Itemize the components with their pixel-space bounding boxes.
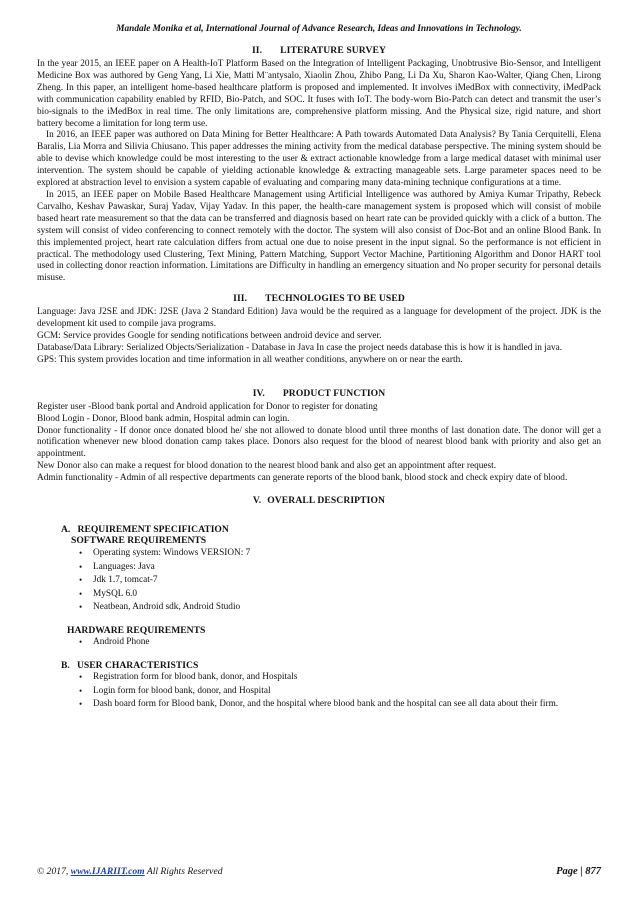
list-item: • Android Phone — [37, 636, 601, 650]
software-requirements-heading: SOFTWARE REQUIREMENTS — [71, 535, 207, 547]
journal-link[interactable]: www.IJARIIT.com — [70, 866, 145, 877]
page-number: Page | 877 — [556, 866, 601, 877]
user-characteristics-list — [37, 671, 601, 710]
list-item: • Neatbean, Android sdk, Android Studio — [37, 601, 601, 615]
paragraph: Blood Login - Donor, Blood bank admin, Hospital admin can login. — [37, 413, 290, 424]
section-heading-product-function: IV. PRODUCT FUNCTION — [252, 387, 386, 399]
section-heading-literature-survey: II. LITERATURE SURVEY — [251, 45, 387, 56]
list-item: • Jdk 1.7, tomcat-7 — [37, 574, 601, 588]
paragraph: GCM: Service provides Google for sending notifications between android device and server. — [37, 331, 382, 342]
paragraph: Database/Data Library: Serialized Objects/Serialization - Database in Java In case the project needs database this is how it is handled in java. — [37, 342, 563, 353]
list-item: • Operating system: Windows VERSION: 7 — [37, 547, 601, 561]
list-item: • Languages: Java — [37, 561, 601, 575]
list-item: • Dash board form for Blood bank, Donor, and the hospital where blood bank and the hospital can see all data about their firm. — [37, 698, 601, 710]
page-footer — [37, 866, 601, 877]
paragraph: New Donor also can make a request for blood donation to the nearest blood bank and also get an appointment after request. — [37, 461, 497, 472]
paragraph: Register user -Blood bank portal and Android application for Donor to register for donating — [37, 401, 378, 412]
paragraph: In 2015, an IEEE paper on Mobile Based Healthcare Management using Artificial Intelligence was authored by Amiya Kumar Tripathy, Rebeck Carvalho, Keshav Pawaskar, Suraj Yadav, Vijay Yadav. In this paper, the health-care management system is proposed which will consist of mobile based heart rate measurement so that the data can be transferred and diagnosis based on heart rate can be provided quickly with a click of a button. The system will consist of video conferencing to connect remotely with the doctor. The system will also consist of Doc-Bot and an online Blood Bank. In this implemented project, heart rate calculation differs from actual one due to noise present in the input signal. So the performance is not efficient in practical. The methodology used Clustering, Text Mining, Pattern Matching, Support Vector Machine, Partitioning Algorithm and Donor HART tool used in collecting donor reaction information. Limitations are Difficulty in handling an emergency situation and No proper security for personal details misuse. — [37, 189, 601, 284]
subsection-heading-requirement-specification: A. REQUIREMENT SPECIFICATION — [61, 524, 229, 536]
running-header: Mandale Monika et al, International Journal of Advance Research, Ideas and Innovations in Technology. — [116, 24, 522, 34]
section-heading-technologies: III. TECHNOLOGIES TO BE USED — [233, 293, 405, 305]
subsection-heading-user-characteristics: B. USER CHARACTERISTICS — [61, 660, 199, 672]
copyright-notice: © 2017, www.IJARIIT.com All Rights Reserved — [37, 866, 223, 877]
software-requirements-list — [37, 547, 601, 615]
list-item: • MySQL 6.0 — [37, 588, 601, 602]
list-item: • Registration form for blood bank, donor, and Hospitals — [37, 671, 601, 685]
paragraph: Language: Java J2SE and JDK: J2SE (Java 2 Standard Edition) Java would be the required as a language for development of the project. JDK is the development kit used to compile java programs. — [37, 307, 601, 330]
paragraph: Admin functionality - Admin of all respective departments can generate reports of the blood bank, blood stock and check expiry date of blood. — [37, 473, 568, 484]
page — [37, 0, 601, 710]
hardware-requirements-heading: HARDWARE REQUIREMENTS — [67, 624, 206, 636]
section-heading-overall-description: V. OVERALL DESCRIPTION — [252, 495, 386, 507]
hardware-requirements-list — [37, 636, 601, 650]
paragraph: GPS: This system provides location and time information in all weather conditions, anywhere on or near the earth. — [37, 354, 463, 365]
paragraph: Donor functionality - If donor once donated blood he/ she not allowed to donate blood until three months of last donation date. The donor will get a notification whenever new blood donation camp takes place. Donors also request for the blood of nearest blood bank with priority and also get an appointment. — [37, 425, 601, 460]
paragraph: In the year 2015, an IEEE paper on A Health-IoT Platform Based on the Integration of Intelligent Packaging, Unobtrusive Bio-Sensor, and Intelligent Medicine Box was authored by Geng Yang, Li Xie, Matti M¨antysalo, Xiaolin Zhou, Zhibo Pang, Li Da Xu, Sharon Kao-Walter, Qiang Chen, Lirong Zheng. In this paper, an intelligent home-based healthcare platform is proposed and implemented. It involves iMedBox with connectivity, iMedPack with communication capability enabled by RFID, Bio-Patch, and SOC. It fuses with IoT. The body-worn Bio-Patch can detect and transmit the user’s bio-signals to the iMedBox in real time. The only limitations are, comprehensive platform missing. And the Physical size, rigid nature, and short battery become a limitation for long term use. — [37, 59, 601, 129]
paragraph: In 2016, an IEEE paper was authored on Data Mining for Better Healthcare: A Path towards Automated Data Analysis? By Tania Cerquitelli, Elena Baralis, Lia Morra and Silivia Chiusano. This paper addresses the mining activity from the medical database perspective. The mining system should be able to devise which knowledge could be most interesting to the user & extract actionable knowledge from a large medical dataset with minimal user intervention. The system should be capable of yielding actionable knowledge & extracting manageable sets. Large parameter spaces need to be explored at abstraction level to envision a system capable of evaluating and comparing many data-mining technique configurations at a time. — [37, 130, 601, 189]
list-item: • Login form for blood bank, donor, and Hospital — [37, 685, 601, 699]
